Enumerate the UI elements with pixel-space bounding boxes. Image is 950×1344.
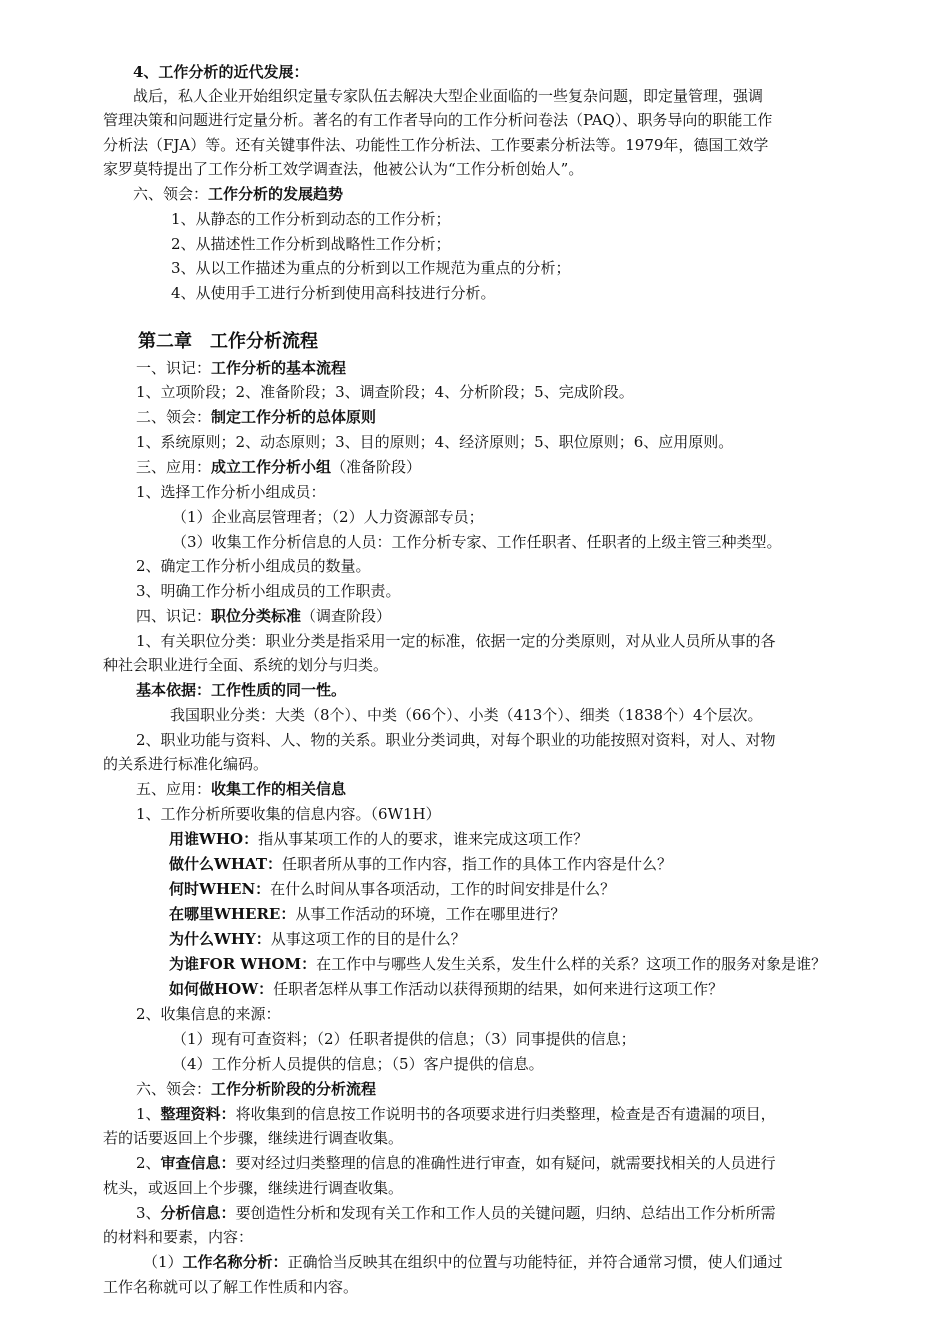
text-line [0,505,950,530]
text-run: 的关系进行标准化编码。 [103,755,269,773]
text-run: 任职者所从事的工作内容，指工作的具体工作内容是什么？ [282,855,673,873]
text-run: 3、明确工作分析小组成员的工作职责。 [136,582,401,600]
text-run: 2、从描述性工作分析到战略性工作分析； [171,235,451,253]
bold-text: 工作分析阶段的分析流程 [211,1080,377,1098]
text-line [0,455,950,480]
bold-text: 基本依据：工作性质的同一性。 [136,681,347,699]
text-line [0,356,950,381]
text-line [0,530,950,555]
text-line [0,1151,950,1176]
text-line [0,84,950,109]
text-run: 3、 [136,1204,161,1222]
text-line [0,1225,950,1250]
bold-text: 做什么WHAT： [169,855,282,873]
bold-text: 工作分析的基本流程 [211,359,347,377]
text-line [0,207,950,232]
text-line [0,1102,950,1127]
bold-text: 用谁WHO： [169,830,259,848]
text-run: （1）企业高层管理者；（2）人力资源部专员； [172,508,484,526]
bold-text: 分析信息： [160,1204,236,1222]
text-run: 1、立项阶段；2、准备阶段；3、调查阶段；4、分析阶段；5、完成阶段。 [136,383,634,401]
text-run: 1、工作分析所要收集的信息内容。（6W1H） [136,805,441,823]
text-run: 1、系统原则；2、动态原则；3、目的原则；4、经济原则；5、职位原则；6、应用原则。 [136,433,734,451]
text-run: 二、领会： [136,408,212,426]
text-run: 在工作中与哪些人发生关系，发生什么样的关系？这项工作的服务对象是谁？ [316,955,827,973]
bold-text: 第二章 工作分析流程 [138,331,318,352]
text-run: 战后，私人企业开始组织定量专家队伍去解决大型企业面临的一些复杂问题，即定量管理，强调 [133,87,764,105]
text-run: 2、收集信息的来源： [136,1005,281,1023]
bold-text: 职位分类标准 [211,607,302,625]
text-line [0,752,950,777]
text-line [0,1002,950,1027]
text-run: 分析法（FJA）等。还有关键事件法、功能性工作分析法、工作要素分析法等。1979年，德国工效学 [103,136,769,154]
text-line [0,977,950,1002]
text-run: 从事这项工作的目的是什么？ [270,930,466,948]
text-line [0,902,950,927]
text-line [0,480,950,505]
text-run: （1）现有可查资料；（2）任职者提供的信息；（3）同事提供的信息； [172,1030,636,1048]
bold-text: 工作名称分析： [182,1253,288,1271]
text-line [0,1077,950,1102]
text-line [0,952,950,977]
text-run: （调查阶段） [301,607,392,625]
bold-text: 收集工作的相关信息 [211,780,347,798]
text-run: 三、应用： [136,458,212,476]
bold-text: 整理资料： [160,1105,236,1123]
bold-text: 为什么WHY： [169,930,271,948]
text-run: 管理决策和问题进行定量分析。著名的有工作者导向的工作分析问卷法（PAQ）、职务导向的职能工作 [103,111,773,129]
text-line [0,604,950,629]
text-line [0,405,950,430]
bold-text: 成立工作分析小组 [211,458,332,476]
text-run: 1、从静态的工作分析到动态的工作分析； [171,210,451,228]
bold-text: 工作分析的发展趋势 [208,185,344,203]
text-run: 五、应用： [136,780,212,798]
text-run: 2、确定工作分析小组成员的数量。 [136,557,371,575]
text-run: 1、 [136,1105,161,1123]
bold-text: 为谁FOR WHOM： [169,955,317,973]
text-run: （4）工作分析人员提供的信息；（5）客户提供的信息。 [172,1055,544,1073]
text-line [0,852,950,877]
chapter-heading [0,330,950,355]
text-run: 六、领会： [133,185,209,203]
text-line [0,877,950,902]
text-line [0,1250,950,1275]
text-line [0,827,950,852]
text-line [0,678,950,703]
text-run: 在什么时间从事各项活动，工作的时间安排是什么？ [270,880,616,898]
text-line [0,1126,950,1151]
text-run: 1、有关职位分类：职业分类是指采用一定的标准，依据一定的分类原则，对从业人员所从事的各 [136,632,776,650]
text-line [0,554,950,579]
text-run: 我国职业分类：大类（8个）、中类（66个）、小类（413个）、细类（1838个）4个层次。 [170,706,763,724]
text-line [0,777,950,802]
text-line [0,256,950,281]
text-line [0,579,950,604]
text-run: 四、识记： [136,607,212,625]
text-line [0,1201,950,1226]
text-run: 一、识记： [136,359,212,377]
text-line [0,802,950,827]
text-line [0,1275,950,1300]
bold-text: 审查信息： [160,1154,236,1172]
text-run: 工作名称就可以了解工作性质和内容。 [103,1278,359,1296]
text-run: 若的话要返回上个步骤，继续进行调查收集。 [103,1129,404,1147]
text-run: 枕头，或返回上个步骤，继续进行调查收集。 [103,1179,404,1197]
text-run: 1、选择工作分析小组成员： [136,483,326,501]
text-run: 要对经过归类整理的信息的准确性进行审查，如有疑问，就需要找相关的人员进行 [235,1154,776,1172]
text-line [0,281,950,306]
text-run: 将收集到的信息按工作说明书的各项要求进行归类整理，检查是否有遗漏的项目， [235,1105,776,1123]
text-run: 种社会职业进行全面、系统的划分与归类。 [103,656,389,674]
text-run: 指从事某项工作的人的要求，谁来完成这项工作？ [258,830,589,848]
text-line [0,60,950,85]
text-run: 4、从使用手工进行分析到使用高科技进行分析。 [171,284,496,302]
text-line [0,182,950,207]
text-line [0,1176,950,1201]
text-run: 3、从以工作描述为重点的分析到以工作规范为重点的分析； [171,259,571,277]
bold-text: 4、工作分析的近代发展： [133,63,309,81]
text-line [0,629,950,654]
text-line [0,927,950,952]
text-run: （1） [143,1253,183,1271]
text-run: 2、职业功能与资料、人、物的关系。职业分类词典，对每个职业的功能按照对资料，对人、对物 [136,731,776,749]
text-run: 六、领会： [136,1080,212,1098]
text-run: 的材料和要素，内容： [103,1228,254,1246]
bold-text: 何时WHEN： [169,880,271,898]
text-line [0,1027,950,1052]
text-line [0,1052,950,1077]
text-run: （准备阶段） [331,458,422,476]
text-run: （3）收集工作分析信息的人员：工作分析专家、工作任职者、任职者的上级主管三种类型。 [172,533,782,551]
text-run: 任职者怎样从事工作活动以获得预期的结果，如何来进行这项工作？ [273,980,724,998]
text-run: 家罗莫特提出了工作分析工效学调查法，他被公认为“工作分析创始人”。 [103,160,584,178]
text-run: 要创造性分析和发现有关工作和工作人员的关键问题，归纳、总结出工作分析所需 [235,1204,776,1222]
text-line [0,108,950,133]
text-run: 从事工作活动的环境，工作在哪里进行？ [295,905,566,923]
text-line [0,728,950,753]
bold-text: 在哪里WHERE： [169,905,296,923]
bold-text: 如何做HOW： [169,980,274,998]
text-run: 正确恰当反映其在组织中的位置与功能特征，并符合通常习惯，使人们通过 [287,1253,783,1271]
bold-text: 制定工作分析的总体原则 [211,408,377,426]
text-line [0,653,950,678]
text-line [0,133,950,158]
text-line [0,430,950,455]
text-line [0,380,950,405]
text-line [0,232,950,257]
text-line [0,703,950,728]
text-run: 2、 [136,1154,161,1172]
text-line [0,157,950,182]
